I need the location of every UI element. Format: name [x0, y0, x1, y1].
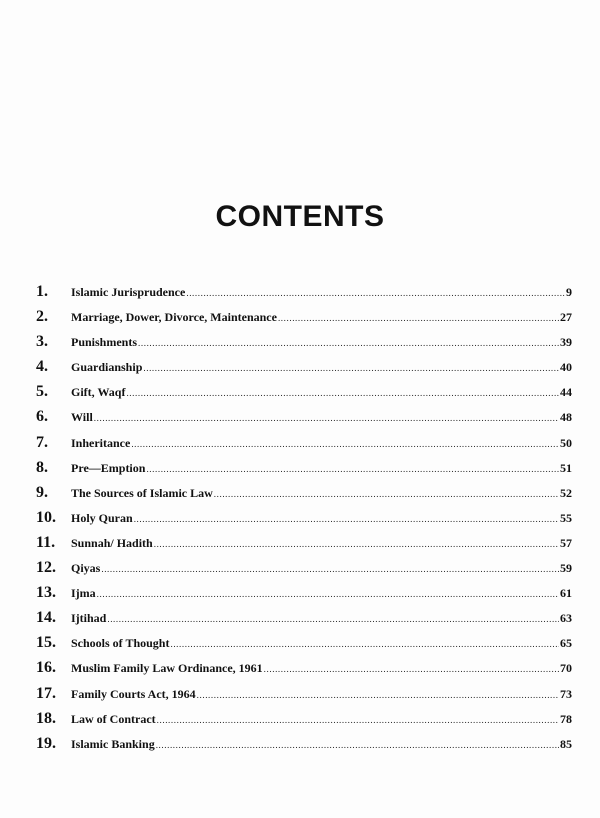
- toc-leader-dots: [138, 338, 559, 348]
- toc-entry-number: 13.: [36, 584, 56, 602]
- toc-entry-page: 9: [566, 285, 572, 299]
- toc-entry: [36, 408, 572, 433]
- toc-entry-number: 18.: [36, 709, 56, 727]
- toc-entry-page: 39: [560, 335, 572, 350]
- toc-entry-page: 61: [560, 586, 572, 601]
- toc-entry-page: 40: [560, 360, 572, 375]
- toc-entry-number: 15.: [36, 634, 56, 652]
- toc-entry-title: Muslim Family Law Ordinance, 1961: [71, 661, 263, 676]
- toc-leader-dots: [131, 439, 559, 449]
- toc-leader-dots: [197, 690, 559, 700]
- toc-entry: [36, 634, 572, 659]
- toc-entry: [36, 534, 572, 559]
- toc-leader-dots: [278, 313, 559, 323]
- toc-entry: [36, 584, 572, 609]
- toc-entry-title: Law of Contract: [71, 711, 156, 726]
- toc-entry: [36, 685, 572, 710]
- toc-entry: [36, 484, 572, 509]
- toc-entry: [36, 333, 572, 358]
- page-title: CONTENTS: [215, 200, 385, 233]
- toc-entry-number: 2.: [36, 308, 48, 326]
- toc-entry-title: Qiyas: [71, 561, 101, 576]
- toc-entry-page: 57: [560, 535, 572, 550]
- toc-entry: [36, 735, 572, 760]
- toc-entry-title: Inheritance: [71, 435, 131, 450]
- toc-entry: [36, 383, 572, 408]
- toc-entry-title: Islamic Banking: [71, 736, 155, 751]
- toc-entry-number: 5.: [36, 383, 48, 401]
- toc-entry-page: 63: [560, 611, 572, 626]
- toc-entry-title: Pre—Emption: [71, 460, 146, 475]
- toc-entry-title: Schools of Thought: [71, 636, 170, 651]
- toc-leader-dots: [94, 413, 559, 423]
- toc-leader-dots: [214, 489, 559, 499]
- toc-entry-title: Guardianship: [71, 360, 143, 375]
- toc-entry-number: 10.: [36, 508, 56, 526]
- toc-entry-page: 85: [560, 736, 572, 751]
- toc-leader-dots: [146, 464, 559, 474]
- toc-entry-number: 6.: [36, 408, 48, 426]
- toc-leader-dots: [143, 363, 559, 373]
- toc-leader-dots: [107, 614, 559, 624]
- toc-entry: [36, 659, 572, 684]
- toc-leader-dots: [97, 589, 559, 599]
- toc-leader-dots: [170, 639, 559, 649]
- toc-entry-number: 7.: [36, 433, 48, 451]
- table-of-contents: [36, 283, 572, 760]
- toc-entry-number: 8.: [36, 458, 48, 476]
- toc-entry: [36, 459, 572, 484]
- toc-leader-dots: [186, 288, 565, 298]
- toc-entry-page: 73: [560, 686, 572, 701]
- toc-leader-dots: [154, 539, 559, 549]
- toc-entry-page: 50: [560, 435, 572, 450]
- toc-leader-dots: [156, 740, 559, 750]
- toc-entry-number: 16.: [36, 659, 56, 677]
- toc-entry-title: Family Courts Act, 1964: [71, 686, 196, 701]
- toc-entry-page: 44: [560, 385, 572, 400]
- toc-leader-dots: [134, 514, 559, 524]
- toc-entry-number: 9.: [36, 483, 48, 501]
- toc-leader-dots: [101, 564, 559, 574]
- toc-leader-dots: [126, 388, 559, 398]
- toc-entry: [36, 559, 572, 584]
- toc-leader-dots: [264, 664, 559, 674]
- toc-entry-page: 55: [560, 510, 572, 525]
- toc-entry-number: 4.: [36, 358, 48, 376]
- toc-entry-page: 70: [560, 661, 572, 676]
- toc-entry-page: 59: [560, 561, 572, 576]
- toc-entry-title: The Sources of Islamic Law: [71, 485, 213, 500]
- toc-entry-title: Punishments: [71, 335, 138, 350]
- toc-leader-dots: [157, 715, 559, 725]
- toc-entry-page: 65: [560, 636, 572, 651]
- toc-entry: [36, 308, 572, 333]
- toc-entry-number: 1.: [36, 283, 48, 300]
- toc-entry-title: Ijma: [71, 586, 96, 601]
- toc-entry-title: Islamic Jurisprudence: [71, 285, 186, 299]
- toc-entry-number: 14.: [36, 609, 56, 627]
- toc-entry-number: 17.: [36, 684, 56, 702]
- toc-entry-title: Marriage, Dower, Divorce, Maintenance: [71, 310, 277, 325]
- toc-entry: [36, 710, 572, 735]
- toc-entry-page: 52: [560, 485, 572, 500]
- toc-entry-page: 27: [560, 310, 572, 325]
- toc-entry-number: 11.: [36, 533, 56, 551]
- toc-entry-page: 51: [560, 460, 572, 475]
- toc-entry: [36, 509, 572, 534]
- toc-entry-page: 48: [560, 410, 572, 425]
- toc-entry: [36, 358, 572, 383]
- toc-entry-title: Will: [71, 410, 93, 425]
- toc-entry: [36, 609, 572, 634]
- toc-entry-title: Holy Quran: [71, 510, 133, 525]
- toc-entry-number: 12.: [36, 559, 56, 577]
- toc-entry: [36, 283, 572, 308]
- toc-entry-title: Ijtihad: [71, 611, 107, 626]
- toc-entry-number: 3.: [36, 333, 48, 351]
- toc-entry: [36, 434, 572, 459]
- toc-entry-title: Gift, Waqf: [71, 385, 126, 400]
- toc-entry-page: 78: [560, 711, 572, 726]
- toc-entry-title: Sunnah/ Hadith: [71, 535, 153, 550]
- toc-entry-number: 19.: [36, 734, 56, 752]
